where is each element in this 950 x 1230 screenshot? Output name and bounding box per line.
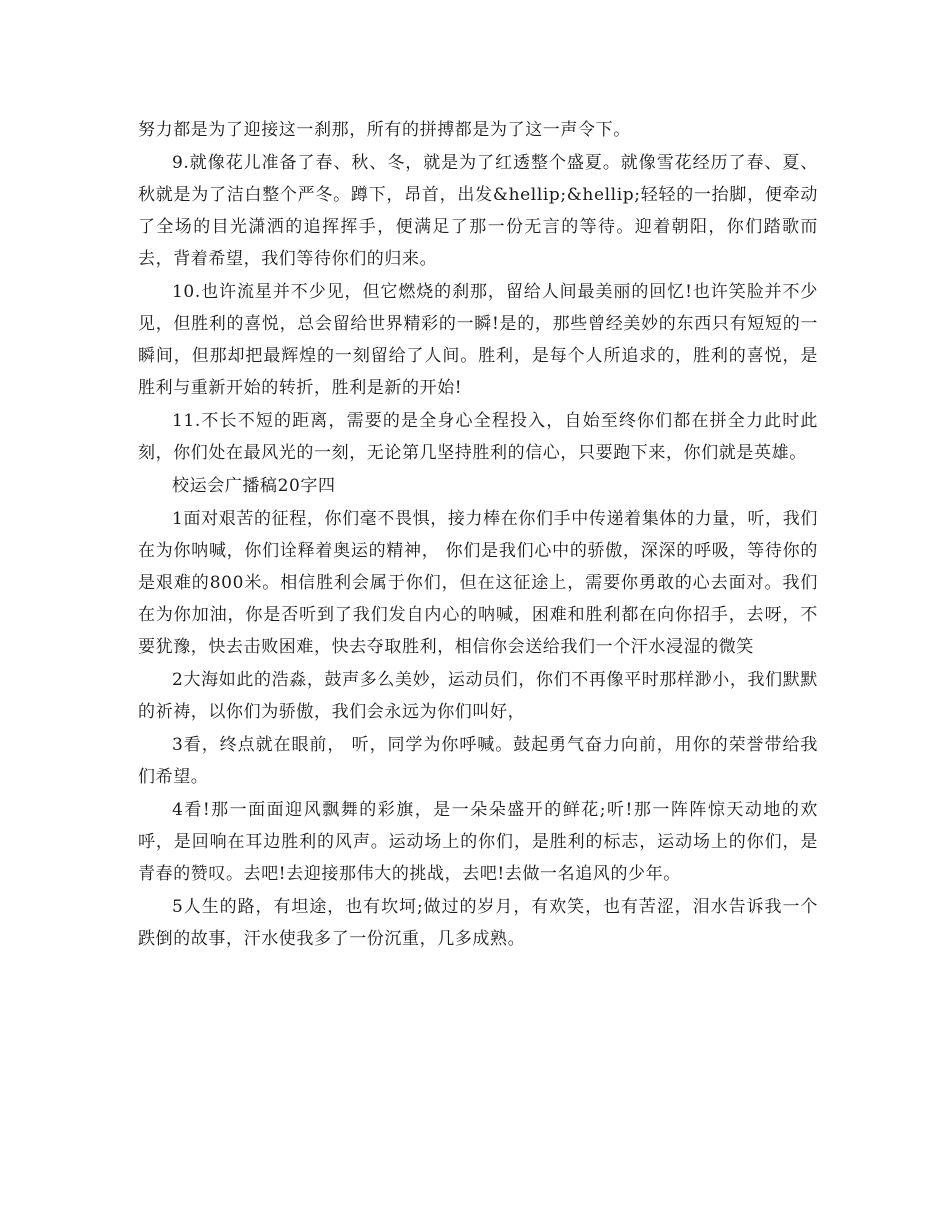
paragraph-11: 11.不长不短的距离，需要的是全身心全程投入，自始至终你们都在拼全力此时此刻，你们处在最风光的一刻，无论第几坚持胜利的信心，只要跑下来，你们就是英雄。 — [138, 411, 818, 463]
paragraph-10: 10.也许流星并不少见，但它燃烧的刹那，留给人间最美丽的回忆!也许笑脸并不少见，但胜利的喜悦，总会留给世界精彩的一瞬!是的，那些曾经美妙的东西只有短短的一瞬间，但那却把最辉煌的一刻留给了人间。胜利，是每个人所追求的，胜利的喜悦，是胜利与重新开始的转折，胜利是新的开始! — [138, 282, 818, 398]
item-4: 4看!那一面面迎风飘舞的彩旗，是一朵朵盛开的鲜花;听!那一阵阵惊天动地的欢呼，是回响在耳边胜利的风声。运动场上的你们，是胜利的标志，运动场上的你们，是青春的赞叹。去吧!去迎接那伟大的挑战，去吧!去做一名追风的少年。 — [138, 800, 818, 884]
item-5: 5人生的路，有坦途，也有坎坷;做过的岁月，有欢笑，也有苦涩，泪水告诉我一个跌倒的故事，汗水使我多了一份沉重，几多成熟。 — [138, 897, 818, 949]
item-3: 3看，终点就在眼前， 听，同学为你呼喊。鼓起勇气奋力向前，用你的荣誉带给我们希望。 — [138, 735, 818, 787]
paragraph-continuation: 努力都是为了迎接这一刹那，所有的拼搏都是为了这一声令下。 — [138, 120, 631, 140]
document-body — [138, 114, 818, 956]
item-1: 1面对艰苦的征程，你们毫不畏惧，接力棒在你们手中传递着集体的力量，听，我们在为你呐喊，你们诠释着奥运的精神， 你们是我们心中的骄傲，深深的呼吸，等待你的是艰难的800米。相信胜利会属于你们，但在这征途上，需要你勇敢的心去面对。我们在为你加油，你是否听到了我们发自内心的呐喊，困难和胜利都在向你招手，去呀，不要犹豫，快去击败困难，快去夺取胜利，相信你会送给我们一个汗水浸湿的微笑 — [138, 509, 818, 657]
section-title: 校运会广播稿20字四 — [172, 476, 336, 496]
item-2: 2大海如此的浩淼，鼓声多么美妙，运动员们，你们不再像平时那样渺小，我们默默的祈祷，以你们为骄傲，我们会永远为你们叫好， — [138, 670, 818, 722]
paragraph-9: 9.就像花儿准备了春、秋、冬，就是为了红透整个盛夏。就像雪花经历了春、夏、秋就是为了洁白整个严冬。蹲下，昂首，出发&hellip;&hellip;轻轻的一抬脚，便牵动了全场的目光潇洒的追挥挥手，便满足了那一份无言的等待。迎着朝阳，你们踏歌而去，背着希望，我们等待你们的归来。 — [138, 153, 818, 269]
